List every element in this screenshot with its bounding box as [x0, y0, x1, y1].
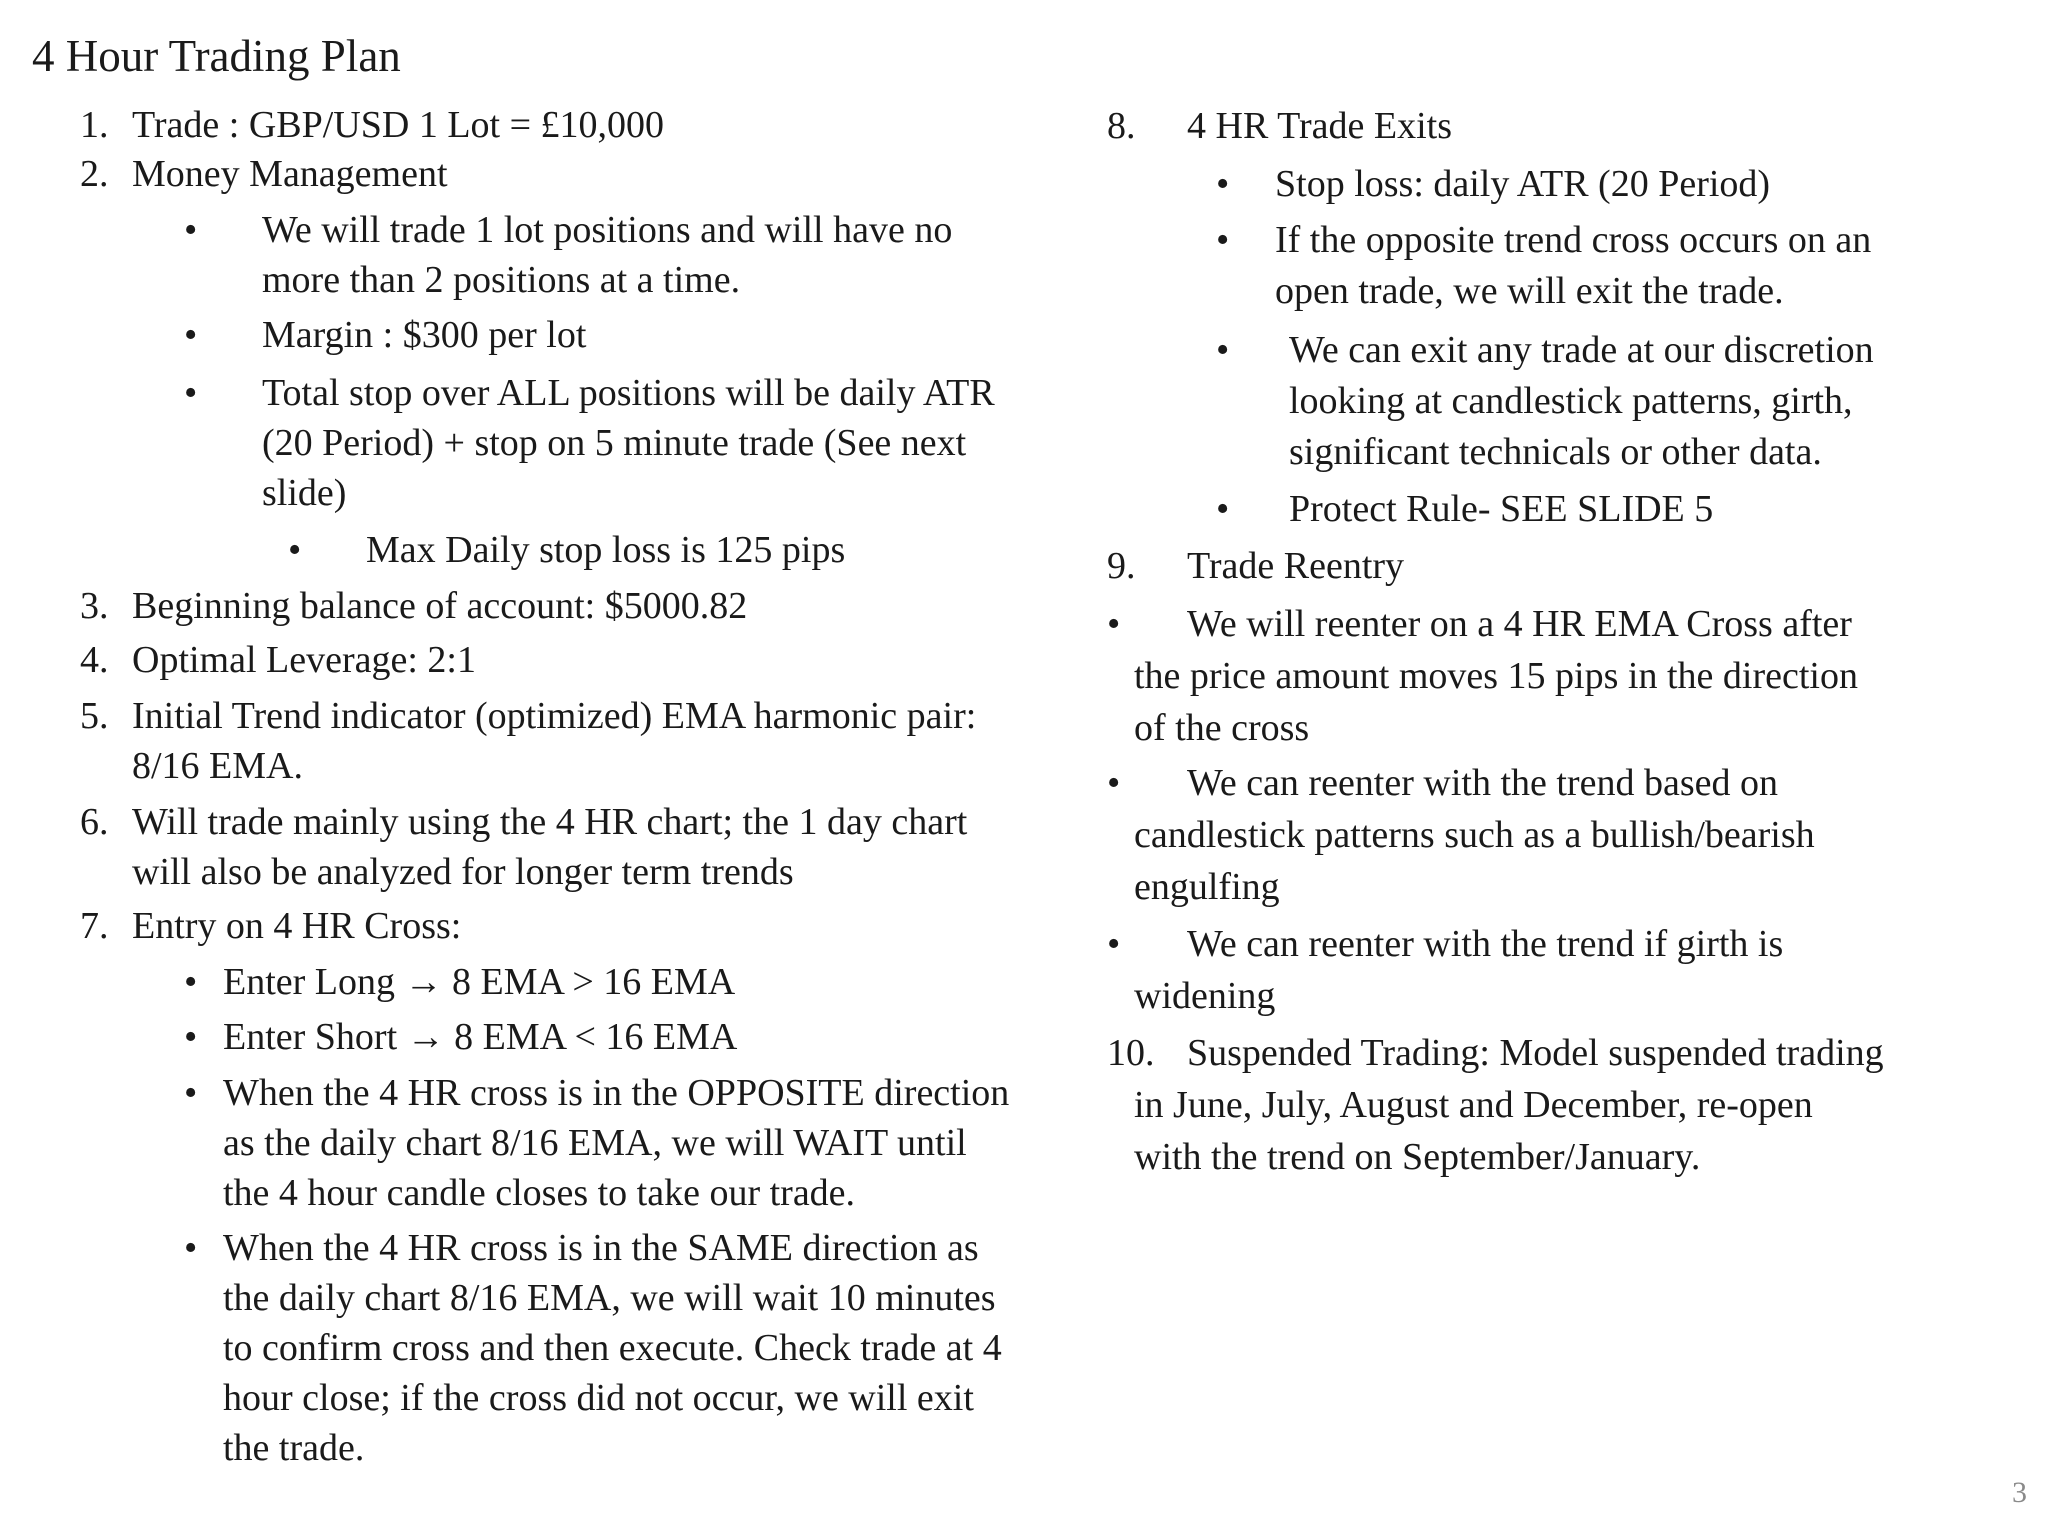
item-9-bullet-3-line-1: We can reenter with the trend if girth is: [1187, 923, 1784, 965]
bullet-marker: •: [1216, 488, 1230, 530]
item-5-line-1: Initial Trend indicator (optimized) EMA harmonic pair:: [132, 695, 977, 737]
bullet-marker: •: [1216, 329, 1230, 371]
item-2-bullet-3-line-2: (20 Period) + stop on 5 minute trade (See next: [262, 422, 967, 464]
item-2-bullet-2-line-1: Margin : $300 per lot: [262, 314, 587, 356]
item-7-bullet-3-line-2: as the daily chart 8/16 EMA, we will WAIT until: [223, 1122, 967, 1164]
item-7-bullet-1: Enter Long → 8 EMA > 16 EMA: [223, 961, 736, 1003]
item-4-number: 4.: [80, 639, 109, 681]
item-9-bullet-1-line-1: We will reenter on a 4 HR EMA Cross after: [1187, 603, 1852, 645]
bullet-marker: •: [184, 1016, 198, 1058]
item-2-text: Money Management: [132, 153, 448, 195]
item-3-number: 3.: [80, 585, 109, 627]
bullet-marker: •: [184, 314, 198, 356]
item-8-bullet-2-line-1: If the opposite trend cross occurs on an: [1275, 219, 1872, 261]
item-2-sub-bullet: Max Daily stop loss is 125 pips: [366, 529, 846, 571]
item-10-line-3: with the trend on September/January.: [1134, 1136, 1701, 1178]
bullet-marker: •: [184, 372, 198, 414]
bullet-marker: •: [1107, 603, 1121, 645]
item-9-bullet-3-line-2: widening: [1134, 975, 1276, 1017]
item-10-line-1: Suspended Trading: Model suspended trading: [1187, 1032, 1884, 1074]
item-4-text: Optimal Leverage: 2:1: [132, 639, 476, 681]
bullet-marker: •: [1107, 762, 1121, 804]
item-8-bullet-2-line-2: open trade, we will exit the trade.: [1275, 270, 1784, 312]
bullet-marker: •: [1216, 163, 1230, 205]
bullet-marker: •: [1107, 923, 1121, 965]
item-8-bullet-4: Protect Rule- SEE SLIDE 5: [1289, 488, 1714, 530]
item-5-line-2: 8/16 EMA.: [132, 745, 303, 787]
item-3-text: Beginning balance of account: $5000.82: [132, 585, 748, 627]
slide-title: 4 Hour Trading Plan: [32, 31, 401, 81]
item-5-number: 5.: [80, 695, 109, 737]
item-8-bullet-3-line-2: looking at candlestick patterns, girth,: [1289, 380, 1853, 422]
item-2-bullet-3-line-1: Total stop over ALL positions will be daily ATR: [262, 372, 995, 414]
item-7-text: Entry on 4 HR Cross:: [132, 905, 462, 947]
item-7-bullet-4-line-2: the daily chart 8/16 EMA, we will wait 10 minutes: [223, 1277, 996, 1319]
item-7-bullet-3-line-3: the 4 hour candle closes to take our trade.: [223, 1172, 856, 1214]
item-9-bullet-2-line-3: engulfing: [1134, 866, 1280, 908]
item-9-text: Trade Reentry: [1187, 545, 1405, 587]
item-8-bullet-1: Stop loss: daily ATR (20 Period): [1275, 163, 1771, 205]
item-9-bullet-1-line-3: of the cross: [1134, 707, 1310, 749]
item-7-bullet-4-line-1: When the 4 HR cross is in the SAME direction as: [223, 1227, 979, 1269]
item-7-bullet-4-line-5: the trade.: [223, 1427, 365, 1469]
item-9-bullet-1-line-2: the price amount moves 15 pips in the direction: [1134, 655, 1858, 697]
bullet-marker: •: [184, 1072, 198, 1114]
item-8-text: 4 HR Trade Exits: [1187, 105, 1452, 147]
bullet-marker: •: [184, 209, 198, 251]
item-7-bullet-3-line-1: When the 4 HR cross is in the OPPOSITE direction: [223, 1072, 1010, 1114]
item-7-bullet-4-line-3: to confirm cross and then execute. Check trade at 4: [223, 1327, 1002, 1369]
bullet-marker: •: [184, 961, 198, 1003]
item-1-text: Trade : GBP/USD 1 Lot = £10,000: [132, 104, 665, 146]
item-10-number: 10.: [1107, 1032, 1155, 1074]
item-8-bullet-3-line-1: We can exit any trade at our discretion: [1289, 329, 1874, 371]
sub-bullet-marker: •: [288, 529, 302, 571]
item-2-bullet-1-line-1: We will trade 1 lot positions and will have no: [262, 209, 953, 251]
item-9-number: 9.: [1107, 545, 1136, 587]
item-7-bullet-4-line-4: hour close; if the cross did not occur, we will exit: [223, 1377, 974, 1419]
slide-number: 3: [2012, 1476, 2027, 1509]
bullet-marker: •: [1216, 219, 1230, 261]
item-10-line-2: in June, July, August and December, re-open: [1134, 1084, 1813, 1126]
item-6-line-1: Will trade mainly using the 4 HR chart; the 1 day chart: [132, 801, 968, 843]
item-7-bullet-2: Enter Short → 8 EMA < 16 EMA: [223, 1016, 738, 1058]
item-2-bullet-1-line-2: more than 2 positions at a time.: [262, 259, 741, 301]
item-8-number: 8.: [1107, 105, 1136, 147]
item-2-bullet-3-line-3: slide): [262, 472, 347, 514]
item-8-bullet-3-line-3: significant technicals or other data.: [1289, 431, 1822, 473]
item-9-bullet-2-line-2: candlestick patterns such as a bullish/bearish: [1134, 814, 1815, 856]
item-9-bullet-2-line-1: We can reenter with the trend based on: [1187, 762, 1778, 804]
item-1-number: 1.: [80, 104, 109, 146]
bullet-marker: •: [184, 1227, 198, 1269]
item-2-number: 2.: [80, 153, 109, 195]
item-7-number: 7.: [80, 905, 109, 947]
item-6-number: 6.: [80, 801, 109, 843]
item-6-line-2: will also be analyzed for longer term trends: [132, 851, 794, 893]
